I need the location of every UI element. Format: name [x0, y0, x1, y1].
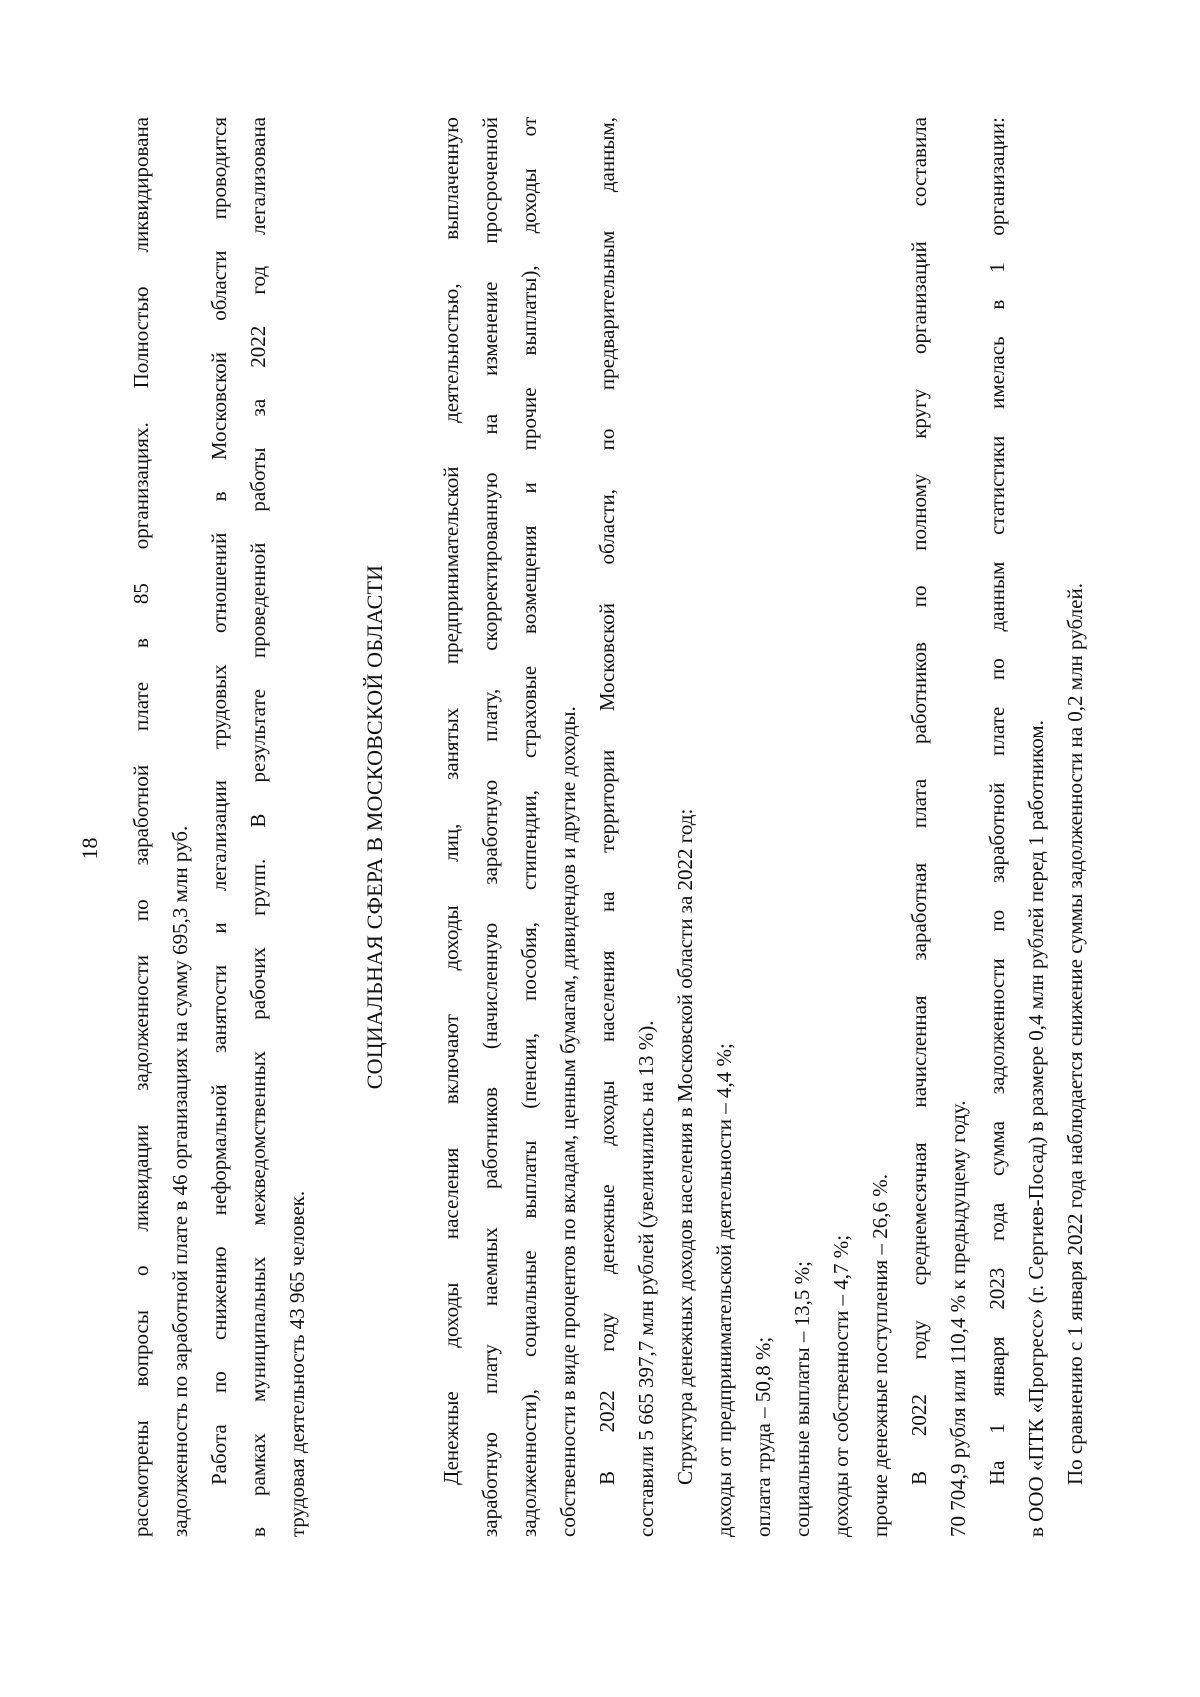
- paragraph-debt-liquidation: [122, 117, 200, 1537]
- text-line: рассмотрены вопросы о ликвидации задолженности по заработной плате в 85 организациях. Полностью ликвидирована: [129, 117, 153, 1537]
- text-line: Работа по снижению неформальной занятости и легализации трудовых отношений в Московской области проводится: [207, 117, 231, 1485]
- paragraph-debt-reduction: [1056, 117, 1095, 1537]
- paragraph-income-definition: [432, 117, 588, 1537]
- section-heading: СОЦИАЛЬНАЯ СФЕРА В МОСКОВСКОЙ ОБЛАСТИ: [362, 564, 387, 1090]
- list-item: доходы от собственности – 4,7 %;: [829, 1234, 853, 1537]
- text-line: собственности в виде процентов по вкладам, ценным бумагам, дивидендов и другие доходы.: [556, 706, 580, 1537]
- text-line: В 2022 году среднемесячная начисленная заработная плата работников по полному кругу организаций составила: [907, 117, 931, 1485]
- page-number: 18: [77, 837, 102, 860]
- text-line: задолженность по заработной плате в 46 организациях на сумму 695,3 млн руб.: [168, 825, 192, 1537]
- text-line: задолженности), социальные выплаты (пенсии, пособия, стипендии, страховые возмещения и прочие выплаты), доходы от: [517, 117, 541, 1537]
- list-item: социальные выплаты – 13,5 %;: [790, 1261, 814, 1537]
- paragraph-informal-employment: [200, 117, 317, 1537]
- text-line: По сравнению с 1 января 2022 года наблюдается снижение суммы задолженности на 0,2 млн рублей.: [1063, 583, 1087, 1485]
- text-line: заработную плату наемных работников (начисленную заработную плату, скорректированную на изменение просроченной: [478, 117, 502, 1537]
- text-line: в ООО «ПТК «Прогресс» (г. Сергиев-Посад) в размере 0,4 млн рублей перед 1 работником.: [1024, 720, 1048, 1537]
- text-line: в рамках муниципальных межведомственных рабочих групп. В результате проведенной работы за 2022 год легализована: [246, 117, 270, 1537]
- list-item: доходы от предпринимательской деятельности – 4,4 %;: [712, 1043, 736, 1537]
- paragraph-income-2022: [588, 117, 666, 1537]
- text-line: составили 5 665 397,7 млн рублей (увеличились на 13 %).: [634, 1020, 658, 1537]
- text-line: 70 704,9 рубля или 110,4 % к предыдущему году.: [946, 1100, 970, 1537]
- text-line: Денежные доходы населения включают доходы лиц, занятых предпринимательской деятельностью, выплаченную: [439, 117, 463, 1485]
- income-structure-list: [705, 117, 900, 1537]
- paragraph-income-structure: [666, 117, 705, 1537]
- list-item: оплата труда – 50,8 %;: [751, 1336, 775, 1537]
- paragraph-average-salary: [900, 117, 978, 1537]
- text-line: Структура денежных доходов населения в Московской области за 2022 год:: [673, 808, 697, 1485]
- text-line: На 1 января 2023 года сумма задолженности по заработной плате по данным статистики имелась в 1 организации:: [985, 117, 1009, 1485]
- text-line: трудовая деятельность 43 965 человек.: [285, 1190, 309, 1537]
- list-item: прочие денежные поступления – 26,6 %.: [868, 1174, 892, 1537]
- document-body: [122, 117, 1095, 1537]
- text-line: В 2022 году денежные доходы населения на территории Московской области, по предварительным данным,: [595, 117, 619, 1485]
- paragraph-salary-debt-2023: [978, 117, 1056, 1537]
